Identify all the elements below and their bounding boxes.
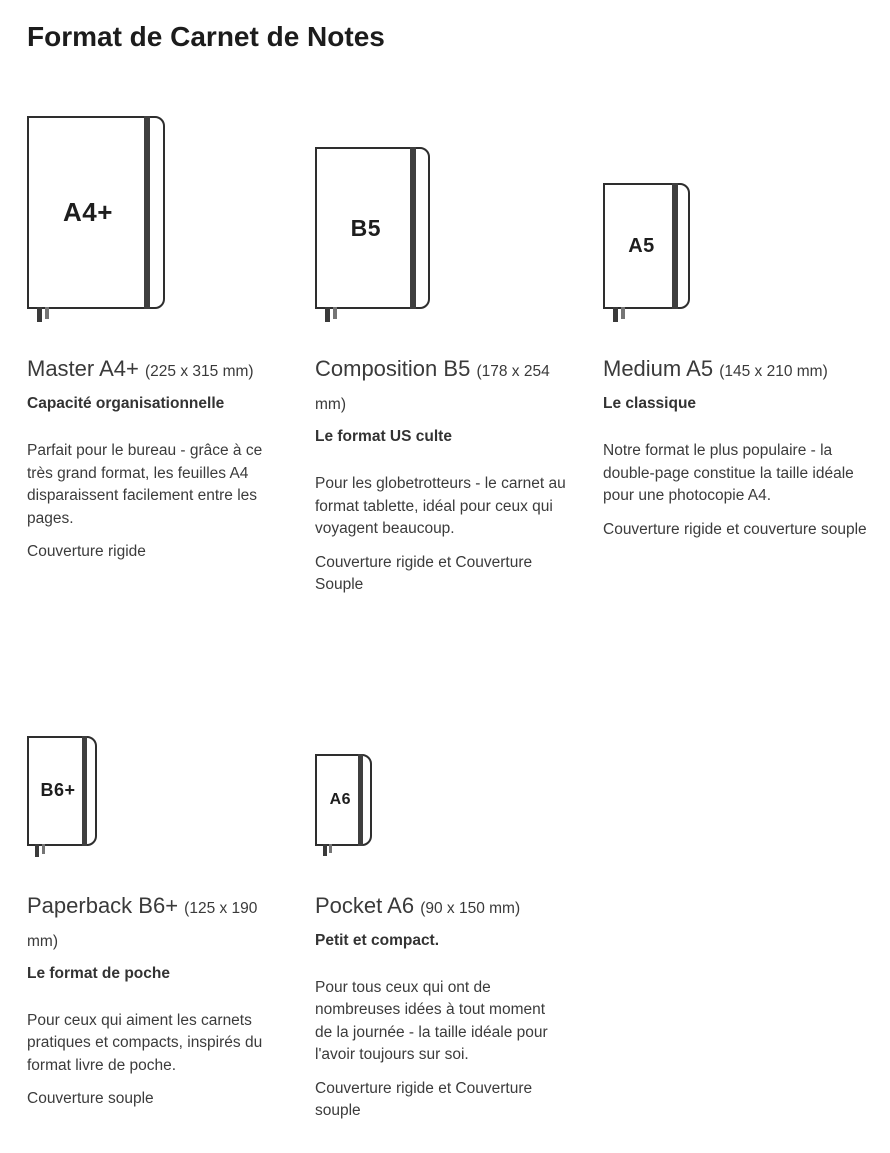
notebook-cover xyxy=(315,147,430,309)
notebook-cover xyxy=(27,736,97,846)
notebook-size-label: A6 xyxy=(329,790,352,808)
card-title xyxy=(315,354,580,420)
notebook-illustration xyxy=(27,116,292,309)
notebook-illustration xyxy=(603,116,868,309)
format-dimensions: (178 x 254 mm) xyxy=(315,363,550,413)
bookmark-ribbon-icon xyxy=(621,307,625,319)
card-tagline: Le classique xyxy=(603,395,697,412)
bookmark-ribbon-icon xyxy=(329,844,332,853)
card-tagline: Le format US culte xyxy=(315,428,452,445)
card-title xyxy=(27,891,292,957)
format-dimensions: (125 x 190 mm) xyxy=(27,899,258,950)
bookmark-ribbon-icon xyxy=(323,844,327,856)
notebook-illustration xyxy=(315,116,580,309)
formats-row-top xyxy=(27,116,865,597)
format-name: Composition B5 xyxy=(315,356,471,381)
bookmark-ribbon-icon xyxy=(613,307,618,322)
page-title: Format de Carnet de Notes xyxy=(27,21,385,52)
format-dimensions: (90 x 150 mm) xyxy=(420,899,521,917)
notebook-card xyxy=(27,116,292,597)
card-cover-options: Couverture rigide xyxy=(27,543,146,560)
card-description: Notre format le plus populaire - la double-page constitue la taille idéale pour une photocopie A4. xyxy=(603,442,854,504)
card-tagline: Capacité organisationnelle xyxy=(27,395,225,412)
card-tagline: Petit et compact. xyxy=(315,931,440,949)
notebook-size-label: A5 xyxy=(628,234,655,257)
card-cover-options: Couverture rigide et Couverture Souple xyxy=(315,553,533,593)
notebook-card xyxy=(315,736,580,1123)
card-cover-options: Couverture rigide et Couverture souple xyxy=(315,1079,533,1119)
card-title xyxy=(603,354,868,387)
notebook-size-label: B5 xyxy=(350,214,382,241)
format-name: Master A4+ xyxy=(27,356,139,381)
format-name: Paperback B6+ xyxy=(27,892,179,918)
bookmark-ribbon-icon xyxy=(37,307,42,322)
card-description: Parfait pour le bureau - grâce à ce très grand format, les feuilles A4 disparaissent facilement entre les pages. xyxy=(27,442,263,527)
notebook-card xyxy=(315,116,580,597)
format-dimensions: (145 x 210 mm) xyxy=(719,363,828,380)
card-description: Pour tous ceux qui ont de nombreuses idées à tout moment de la journée - la taille idéale pour l'avoir toujours sur soi. xyxy=(315,978,548,1063)
format-name: Medium A5 xyxy=(603,356,714,381)
format-name: Pocket A6 xyxy=(315,892,415,918)
notebook-illustration xyxy=(27,736,292,846)
notebook-card xyxy=(603,116,868,597)
notebook-card xyxy=(27,736,292,1123)
bookmark-ribbon-icon xyxy=(45,307,49,319)
notebook-size-label: B6+ xyxy=(40,780,76,800)
notebook-size-label: A4+ xyxy=(63,197,113,227)
notebook-cover xyxy=(27,116,165,309)
notebook-illustration xyxy=(315,736,580,846)
format-dimensions: (225 x 315 mm) xyxy=(145,363,254,380)
card-description: Pour ceux qui aiment les carnets pratiques et compacts, inspirés du format livre de poche. xyxy=(27,1011,263,1074)
notebook-cover xyxy=(315,754,372,846)
empty-grid-cell xyxy=(603,736,868,1123)
card-cover-options: Couverture souple xyxy=(27,1090,154,1107)
card-tagline: Le format de poche xyxy=(27,964,170,982)
card-description: Pour les globetrotteurs - le carnet au format tablette, idéal pour ceux qui voyagent beaucoup. xyxy=(315,475,566,537)
bookmark-ribbon-icon xyxy=(333,307,337,319)
card-title xyxy=(27,354,292,387)
formats-row-bottom xyxy=(27,736,865,1123)
card-title xyxy=(315,891,580,924)
bookmark-ribbon-icon xyxy=(42,844,45,854)
bookmark-ribbon-icon xyxy=(325,307,330,322)
card-cover-options: Couverture rigide et couverture souple xyxy=(603,520,867,538)
notebook-cover xyxy=(603,183,690,309)
bookmark-ribbon-icon xyxy=(35,844,39,857)
